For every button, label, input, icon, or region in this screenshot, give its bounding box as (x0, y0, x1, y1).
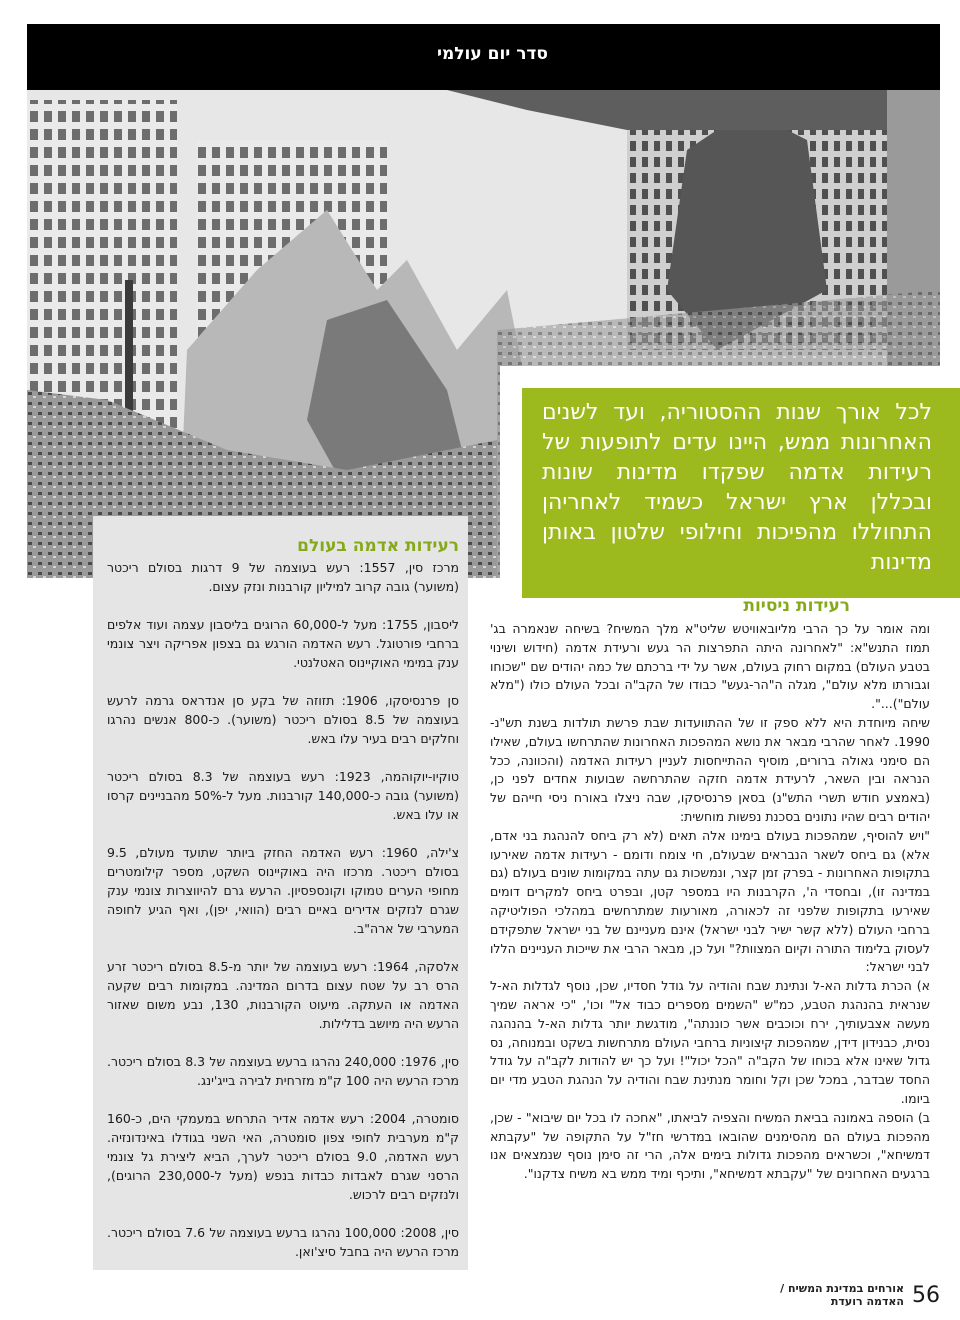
page-number: 56 (912, 1282, 940, 1308)
running-footer-label: אורחים במדינת המשיח / האדמה רועדת (780, 1282, 904, 1308)
sidebar-entry: צ'ילה, 1960: רעש האדמה החזק ביותר שתועד מעולם, 9.5 בסולם ריכטר. מרכזו היה באוקיינוס השקט, מספר קילומטרים מחופי הערים טמוקו וקונספסיון. הרעש גרם להיווצרות צונמי ענק שגרם לנזקים אדירים באיים רבים (הוואי, יפן), ואף הגיע לחופה המערבי של ארה"ב. (107, 845, 459, 936)
article-body (490, 620, 930, 1184)
page-footer (740, 1280, 940, 1310)
article-paragraph: ב) הוספה באמונה בביאת המשיח והצפיה לביאתו, "אחכה לו בכל יום שיבוא" - שכן, מהפכות בעולם הם מהסימנים שהובאו במדרשי חז"ל על התקופה של "עקבתא דמשיחא", וכשראים מהפכות גדולות בימים אלה, הרי זה סימן נוסף שנמצאים אנו ברגעים האחרונים של "עקבתא דמשיחא", ותיכף ומיד ממש בא משיח צדקנו". (490, 1109, 930, 1182)
article-paragraph: "ויש להוסיף, שמהפכות בעולם בימינו אלה תאים (לא רק ביחס להנהגת בני אדם, אלא) גם ביחס לשאר הנבראים שבעולם, חי צומח ודומם - רעידות אדמה שאירעו בתקופות האחרונות - בפרק זמן קצר, ונמשכות גם עתה במקומות שונים בעולם (גם במדינה זו), ובחסדי ה', הקרבנות היו במספר קטן, ובפרט ביחס למקרים דומים שאירעו בתקופות שלפני זה לכאורה, מאורעות שמתרחשים במהלכי הפוליטיקה ברחבי העולם (ללא קשר ישיר לבני ישראל) אינם מעניינם של בני ישראל שתפקידם לעסוק בלימוד התורה וקיום המצוות?" ועל כן, מבאר הרבי את שייכות העניינים הללו לבני ישראל: (490, 827, 930, 975)
sidebar-entry: אלסקה, 1964: רעש בעוצמה של יותר מ-8.5 בסולם ריכטר זרע הרס רב על שטח עצום בדרום המדינה. במקומות רבים שקעה האדמה או העתקה. מיעוט הקורבנות, 130, נבע משום שאזור הרעש היה מיושב בדלילות. (107, 959, 460, 1031)
sidebar-entry: ליסבון, 1755: מעל ל-60,000 הרוגים בליסבון עצמה ועוד אלפים ברחבי פורטוגל. רעש האדמה הורגש גם בצפון אפריקה ויצר צונמי ענק במימי האוקיינוס האטלנטי. (107, 617, 459, 670)
sidebar-entry: סן פרנסיסקו, 1906: תזוזה של בקע סן אנדראס גרמה לרעש בעוצמה של 8.5 בסולם ריכטר (משוער). כ-800 אנשים נהרגו וחלקים רבים בעיר עלו באש. (107, 693, 459, 746)
header-bar (27, 24, 940, 90)
article-paragraph: ומה אומר על כך הרבי מליובאוויטש שליט"א מלך המשיח? בשיחה שנאמרה בג' תמוז התנש"א: "לאחרונה היתה התפרצות הר געש ורעידת אדמה (חידוש ושינוי בטבע העולם) במקום רחוק בעולם, אשר על ידי ברכתם של כמה יהודים שם "שכוחו וגבורתו מלא עולם", מגלה ה"הר-געש" כבודו של הקב"ה ובכל העולם כולו ("מלא עולם")...". (490, 621, 930, 712)
pull-quote-box (500, 366, 960, 598)
sidebar-entry: טוקיו-יוקוהמה, 1923: רעש בעוצמה של 8.3 בסולם ריכטר (משוער) גובה כ-140,000 קורבנות. מעל ל-50% מהבניינים קרסו או עלו באש. (107, 769, 459, 822)
article-paragraph: א) הכרת גדלות הא-ל ונתינת שבח והודיה על גודל חסדיו, שכן, נוסף לגדלות הא-ל שנראית בהנהגת הטבע, כמ"ש "השמים מספרים כבוד אל" וכו', "כי אראה שמיך מעשה אצבעותיך, ירח וכוכבים אשר כוננתה", מודגשת יותר גדלות הא-ל בהנהגה נסית, כבנידון דידן, שמהפכות קיצוניות ברחבי העולם מתרחשות בשקט ובמנוחה, נס גדול שאינו אלא בכוחו של הקב"ה "הכל יכול"! ועל כך יש להודות לקב"ה על גודל החסד שבדבר, במכל שכן וקל וחומר מנתינת שבח והודיה על הנהגת הטבע מדי יום ביומו. (490, 978, 930, 1106)
sidebar-entry: מרכז סין, 1557: רעש בעוצמה של 9 דרגות בסולם ריכטר (משוער) גובה קרוב למיליון קורבנות ונזק עצום. (107, 560, 460, 594)
sidebar-entry: סין, 1976: 240,000 נהרגו ברעש בעוצמה של 8.3 בסולם ריכטר. מרכז הרעש היה 100 ק"מ מזרחית לבירה בייג'ינג. (107, 1054, 460, 1088)
article-paragraph: שיחה מיוחדת היא ללא ספק זו של ההתוועדות שבת פרשת תולדות בשנת תש"נ- 1990. לאחר שהרבי מבאר את נושא המהפכות האחרונות שהתרחשו בעולם, שאילו הם סימני גאולה ברורים, מוסיף ההתייחסות לעניין רעידות האדמה (והכוונה, ככל הנראה ובין השאר, לרעידת אדמה חזקה שהתרחשה שבועות אחדים לפני כן, (באמצע חודש תשרי התש"נ) בסאן פרנסיסקו, שבה ניצלו באורח ניסי חייהם של יהודים רבים שהיו נתונים בסכנת נפשות מוחשית: (490, 714, 930, 824)
section-header-title: סדר יום עולמי (436, 44, 548, 64)
pull-quote-text: לכל אורך שנות ההסטוריה, ועד לשנים האחרונות ממש, היינו עדים לתופעות של רעידות אדמה שפקדו מדינות שונות ובכללן ארץ ישראל כשמיד לאחריהן התחוללו מהפיכות וחילופי שלטון באותן מדינות (542, 400, 932, 575)
sidebar-title: רעידות אדמה בעולם (297, 536, 459, 556)
sidebar-entry: סומטרה, 2004: רעש אדמה אדיר התרחש במעמקי הים, כ-160 ק"מ מערבית לחופי צפון סומטרה, האי השני בגודלו באינדונזיה. רעש האדמה, 9.0 בסולם ריכטר לערך, הביא ליצירת גל צונמי הרסני שגרם לאבדות כבדות בנפש (מעל ל-230,000 הרוגים), ולנזקים רבים לרכוש. (107, 1111, 460, 1202)
sidebar-entry: סין, 2008: 100,000 נהרגו ברעש בעוצמה של 7.6 בסולם ריכטר. מרכז הרעש היה בחבל סיצ'ואן. (107, 1225, 460, 1259)
earthquakes-sidebar (93, 516, 468, 1270)
article-section-title: רעידות ניסיות (743, 596, 850, 616)
